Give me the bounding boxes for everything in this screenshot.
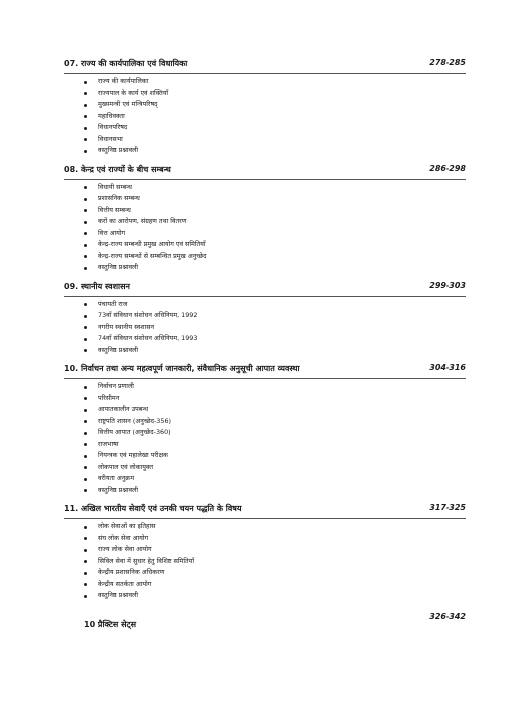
topic-item	[84, 485, 466, 497]
topic-label: पंचायती राज	[98, 299, 128, 308]
bullet-icon	[84, 138, 87, 141]
topic-item	[84, 134, 466, 146]
topic-label: सिविल सेवा में सुधार हेतु विशिष्ट समितियाँ	[98, 556, 195, 565]
topic-item	[84, 333, 466, 345]
bullet-icon	[84, 537, 87, 540]
bullet-icon	[84, 466, 87, 469]
topic-label: वित्तीय आपात (अनुच्छेद-360)	[98, 428, 171, 436]
topic-list	[64, 76, 466, 157]
topic-list	[64, 381, 466, 496]
bullet-icon	[84, 397, 87, 400]
chapter-heading	[64, 503, 466, 518]
topic-item	[84, 205, 466, 217]
topic-label: महाधिवक्ता	[98, 111, 125, 120]
bullet-icon	[84, 315, 87, 318]
bullet-icon	[84, 115, 87, 118]
bullet-icon	[84, 560, 87, 563]
topic-item	[84, 533, 466, 545]
topic-label: मुख्यमन्त्री एवं मन्त्रिपरिषद्	[98, 100, 158, 108]
bullet-icon	[84, 338, 87, 341]
topic-label: केन्द्रीय प्रशासनिक अधिकरण	[98, 568, 165, 576]
topic-item	[84, 556, 466, 568]
topic-label: वस्तुनिष्ठ प्रश्नावली	[98, 146, 139, 154]
topic-item	[84, 182, 466, 194]
bullet-icon	[84, 150, 87, 153]
chapter-divider	[64, 296, 466, 297]
topic-item	[84, 299, 466, 311]
bullet-icon	[84, 420, 87, 423]
bullet-icon	[84, 92, 87, 95]
bullet-icon	[84, 443, 87, 446]
bullet-icon	[84, 232, 87, 235]
practice-sets-page-range: 326-342	[429, 611, 466, 621]
chapter-heading	[64, 281, 466, 296]
chapter-title: 09. स्थानीय स्वशासन	[64, 281, 130, 291]
chapter-heading	[64, 58, 466, 73]
topic-item	[84, 145, 466, 157]
topic-item	[84, 416, 466, 428]
topic-label: करों का आरोपण, संग्रहण तथा वितरण	[98, 217, 187, 225]
chapter-page-range: 304-316	[429, 363, 466, 372]
topic-item	[84, 381, 466, 393]
topic-item	[84, 310, 466, 322]
topic-item	[84, 579, 466, 591]
bullet-icon	[84, 198, 87, 201]
chapter-section	[64, 363, 466, 496]
topic-item	[84, 322, 466, 334]
chapter-title: 11. अखिल भारतीय सेवाएँ एवं उनकी चयन पद्धति के विषय	[64, 504, 242, 513]
bullet-icon	[84, 81, 87, 84]
bullet-icon	[84, 127, 87, 130]
topic-label: वरीयता अनुक्रम	[98, 474, 135, 482]
topic-label: नगरीय स्थानीय स्वशासन	[98, 322, 155, 331]
topic-label: वित्त आयोग	[98, 228, 126, 237]
topic-label: विधायी सम्बन्ध	[98, 182, 132, 191]
chapter-divider	[64, 73, 466, 74]
chapter-section	[64, 58, 466, 157]
topic-label: लोक सेवाओं का इतिहास	[98, 522, 156, 530]
chapter-title: 10. निर्वाचन तथा अन्य महत्वपूर्ण जानकारी, संवैधानिक अनुसूची आपात व्यवस्था	[64, 364, 300, 373]
bullet-icon	[84, 432, 87, 435]
topic-item	[84, 88, 466, 100]
chapter-page-range: 299-303	[429, 280, 466, 290]
topic-label: राज्य की कार्यपालिका	[98, 77, 149, 85]
topic-label: राज्य लोक सेवा आयोग	[98, 545, 152, 553]
chapter-section	[64, 164, 466, 274]
topic-list	[64, 521, 466, 602]
practice-sets-entry	[64, 611, 466, 629]
bullet-icon	[84, 526, 87, 529]
topic-item	[84, 404, 466, 416]
topic-item	[84, 473, 466, 485]
topic-item	[84, 239, 466, 251]
bullet-icon	[84, 267, 87, 270]
bullet-icon	[84, 583, 87, 586]
bullet-icon	[84, 326, 87, 329]
bullet-icon	[84, 409, 87, 412]
bullet-icon	[84, 255, 87, 258]
topic-item	[84, 193, 466, 205]
bullet-icon	[84, 349, 87, 352]
chapter-section	[64, 503, 466, 602]
topic-label: राष्ट्रपति शासन (अनुच्छेद-356)	[98, 416, 172, 425]
bullet-icon	[84, 595, 87, 598]
topic-label: केन्द्रीय सतर्कता आयोग	[98, 579, 152, 588]
topic-label: परिसीमन	[98, 393, 120, 402]
topic-item	[84, 544, 466, 556]
topic-label: संघ लोक सेवा आयोग	[98, 533, 149, 542]
topic-item	[84, 251, 466, 263]
topic-label: 74वाँ संविधान संशोधन अधिनियम, 1993	[98, 334, 198, 342]
topic-list	[64, 182, 466, 274]
bullet-icon	[84, 303, 87, 306]
topic-label: आपातकालीन उपबन्ध	[98, 405, 149, 413]
bullet-icon	[84, 244, 87, 247]
topic-label: राज्यपाल के कार्य एवं शक्तियाँ	[98, 88, 169, 97]
bullet-icon	[84, 386, 87, 389]
topic-item	[84, 567, 466, 579]
topic-label: विधानसभा	[98, 134, 123, 143]
bullet-icon	[84, 104, 87, 107]
topic-label: वस्तुनिष्ठ प्रश्नावली	[98, 591, 139, 599]
chapter-heading	[64, 363, 466, 378]
topic-item	[84, 590, 466, 602]
chapter-page-range: 317-325	[429, 503, 466, 512]
topic-item	[84, 450, 466, 462]
chapter-heading	[64, 164, 466, 179]
topic-label: केन्द्र-राज्य सम्बन्धी प्रमुख आयोग एवं समितियाँ	[98, 240, 206, 248]
topic-label: वित्तीय सम्बन्ध	[98, 205, 131, 214]
table-of-contents	[64, 58, 466, 629]
topic-label: वस्तुनिष्ठ प्रश्नावली	[98, 345, 139, 354]
bullet-icon	[84, 478, 87, 481]
chapter-divider	[64, 378, 466, 379]
chapter-divider	[64, 179, 466, 180]
practice-sets-title: 10 प्रैक्टिस सेट्स	[84, 619, 136, 629]
bullet-icon	[84, 186, 87, 189]
chapter-title: 07. राज्य की कार्यपालिका एवं विधायिका	[64, 59, 188, 68]
topic-label: लोकपाल एवं लोकायुक्त	[98, 462, 153, 471]
topic-label: नियन्त्रक एवं महालेखा परीक्षक	[98, 451, 169, 459]
bullet-icon	[84, 221, 87, 224]
topic-label: राजभाषा	[98, 439, 119, 448]
chapter-title: 08. केन्द्र एवं राज्यों के बीच सम्बन्ध	[64, 164, 171, 174]
topic-label: वस्तुनिष्ठ प्रश्नावली	[98, 263, 139, 271]
chapter-section	[64, 281, 466, 357]
topic-item	[84, 262, 466, 274]
topic-label: निर्वाचन प्रणाली	[98, 382, 134, 390]
topic-label: 73वाँ संविधान संशोधन अधिनियम, 1992	[98, 311, 198, 319]
topic-item	[84, 462, 466, 474]
topic-item	[84, 76, 466, 88]
topic-list	[64, 299, 466, 357]
bullet-icon	[84, 549, 87, 552]
chapter-divider	[64, 518, 466, 519]
topic-item	[84, 393, 466, 405]
chapter-page-range: 286-298	[429, 163, 466, 173]
bullet-icon	[84, 455, 87, 458]
chapter-page-range: 278-285	[429, 58, 466, 67]
topic-item	[84, 521, 466, 533]
bullet-icon	[84, 572, 87, 575]
bullet-icon	[84, 489, 87, 492]
topic-item	[84, 122, 466, 134]
topic-item	[84, 439, 466, 451]
topic-label: केन्द्र-राज्य सम्बन्धों से सम्बन्धित प्रमुख अनुच्छेद	[98, 251, 207, 260]
topic-label: प्रशासनिक सम्बन्ध	[98, 194, 140, 202]
topic-item	[84, 228, 466, 240]
topic-item	[84, 99, 466, 111]
topic-label: वस्तुनिष्ठ प्रश्नावली	[98, 485, 139, 494]
topic-label: विधानपरिषद	[98, 123, 128, 131]
bullet-icon	[84, 209, 87, 212]
topic-item	[84, 111, 466, 123]
topic-item	[84, 216, 466, 228]
topic-item	[84, 345, 466, 357]
topic-item	[84, 427, 466, 439]
